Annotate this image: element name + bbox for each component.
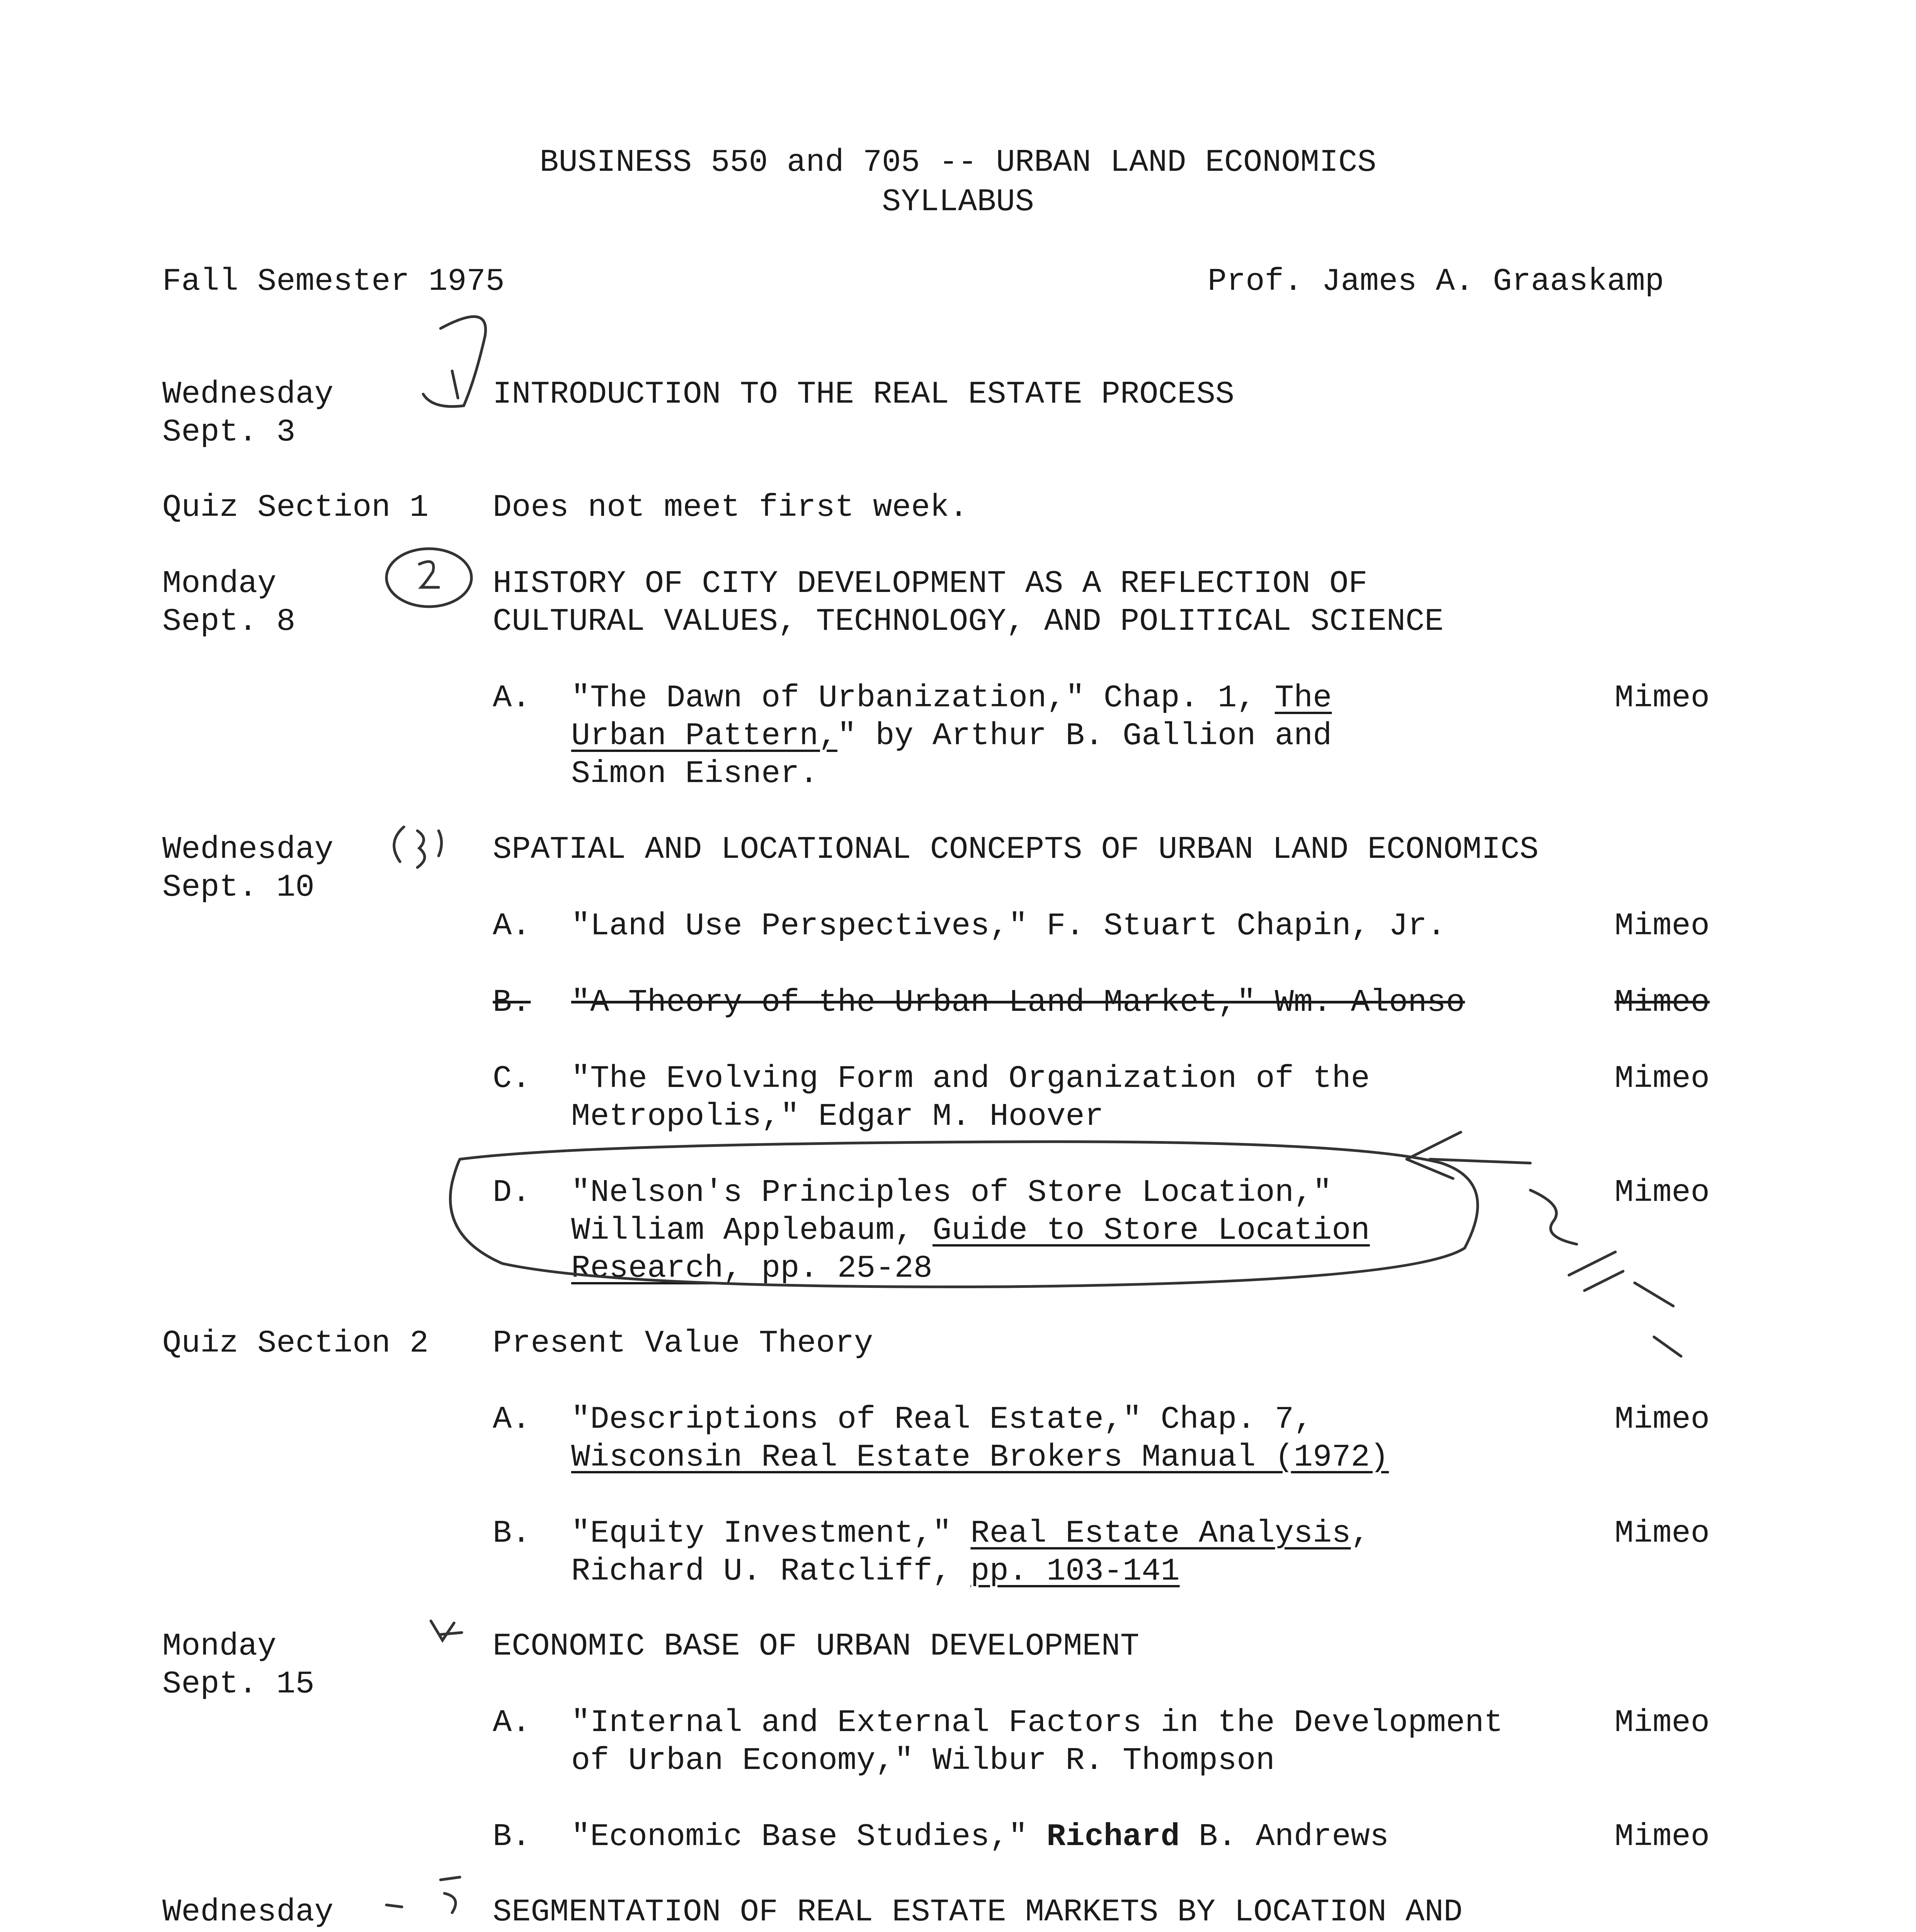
hand-number-5 [386, 1877, 460, 1913]
reading-line1-struck: "A Theory of the Urban Land Market," Wm. Alonso [571, 985, 1465, 1020]
reading-source-struck: Mimeo [1615, 985, 1710, 1020]
hand-scribble-2 [1569, 1252, 1673, 1306]
reading-letter: B. [493, 1819, 531, 1855]
session-topic: INTRODUCTION TO THE REAL ESTATE PROCESS [493, 376, 1235, 412]
hand-scribble-1 [1530, 1190, 1577, 1244]
document-title: BUSINESS 550 and 705 -- URBAN LAND ECONOMICS [539, 145, 1377, 180]
reading-line3: Simon Eisner. [571, 756, 818, 792]
reading-source: Mimeo [1615, 1175, 1710, 1211]
session-topic: ECONOMIC BASE OF URBAN DEVELOPMENT [493, 1628, 1140, 1664]
session-date: Sept. 8 [162, 604, 296, 639]
reading-line2: Metropolis," Edgar M. Hoover [571, 1099, 1104, 1134]
reading-source: Mimeo [1615, 1819, 1710, 1855]
reading-line2: Wisconsin Real Estate Brokers Manual (1972) [571, 1439, 1389, 1475]
session-day: Wednesday [162, 376, 334, 412]
reading-line1: "The Evolving Form and Organization of the [571, 1061, 1370, 1097]
hand-number-2 [419, 561, 439, 587]
professor-name: Prof. James A. Graaskamp [1208, 264, 1664, 299]
quiz-section-topic: Does not meet first week. [493, 490, 968, 526]
quiz-section-label: Quiz Section 1 [162, 490, 429, 526]
reading-source: Mimeo [1615, 680, 1710, 716]
session-day: Wednesday [162, 1894, 334, 1930]
reading-letter: A. [493, 908, 531, 944]
session-date: Sept. 3 [162, 414, 296, 450]
hand-number-3 [394, 827, 442, 867]
hand-circle-2 [386, 549, 471, 607]
document-subtitle: SYLLABUS [882, 184, 1034, 220]
reading-source: Mimeo [1615, 1515, 1710, 1551]
reading-line1: "Equity Investment," Real Estate Analysis, [571, 1515, 1370, 1551]
reading-line1: "The Dawn of Urbanization," Chap. 1, The [571, 680, 1332, 716]
session-day: Monday [162, 566, 277, 602]
session-topic-line2: CULTURAL VALUES, TECHNOLOGY, AND POLITICAL SCIENCE [493, 604, 1444, 639]
reading-line1: "Internal and External Factors in the Development [571, 1705, 1503, 1741]
quiz-section-topic: Present Value Theory [493, 1325, 873, 1361]
reading-letter: B. [493, 1515, 531, 1551]
reading-letter: D. [493, 1175, 531, 1211]
hand-arrow-mark [1407, 1132, 1530, 1179]
reading-line2: of Urban Economy," Wilbur R. Thompson [571, 1743, 1275, 1779]
reading-letter: C. [493, 1061, 531, 1097]
reading-line3: Research, pp. 25-28 [571, 1250, 932, 1286]
session-day: Monday [162, 1628, 277, 1664]
hand-number-4 [431, 1621, 462, 1640]
reading-source: Mimeo [1615, 1401, 1710, 1437]
reading-line2: Urban Pattern," by Arthur B. Gallion and [571, 718, 1332, 754]
session-day: Wednesday [162, 832, 334, 867]
reading-line1: "Nelson's Principles of Store Location," [571, 1175, 1332, 1211]
reading-line2: Richard U. Ratcliff, pp. 103-141 [571, 1553, 1180, 1589]
reading-line1: "Land Use Perspectives," F. Stuart Chapin, Jr. [571, 908, 1446, 944]
reading-source: Mimeo [1615, 1061, 1710, 1097]
session-topic-line1: HISTORY OF CITY DEVELOPMENT AS A REFLECTION OF [493, 566, 1368, 602]
reading-line2: William Applebaum, Guide to Store Location [571, 1213, 1370, 1248]
reading-letter: A. [493, 1705, 531, 1741]
hand-number-1-mark [423, 316, 486, 406]
session-date: Sept. 15 [162, 1666, 315, 1702]
session-topic-line1: SEGMENTATION OF REAL ESTATE MARKETS BY LOCATION AND [493, 1894, 1463, 1930]
reading-letter-struck: B. [493, 985, 531, 1020]
reading-line1: "Economic Base Studies," Richard B. Andrews [571, 1819, 1389, 1855]
semester-label: Fall Semester 1975 [162, 264, 505, 299]
quiz-section-label: Quiz Section 2 [162, 1325, 429, 1361]
reading-line1: "Descriptions of Real Estate," Chap. 7, [571, 1401, 1313, 1437]
hand-scribble-3 [1654, 1337, 1681, 1356]
session-date: Sept. 10 [162, 869, 315, 905]
hand-number-1-stroke [452, 371, 458, 398]
reading-letter: A. [493, 680, 531, 716]
session-topic: SPATIAL AND LOCATIONAL CONCEPTS OF URBAN LAND ECONOMICS [493, 832, 1539, 867]
reading-source: Mimeo [1615, 908, 1710, 944]
reading-source: Mimeo [1615, 1705, 1710, 1741]
reading-letter: A. [493, 1401, 531, 1437]
